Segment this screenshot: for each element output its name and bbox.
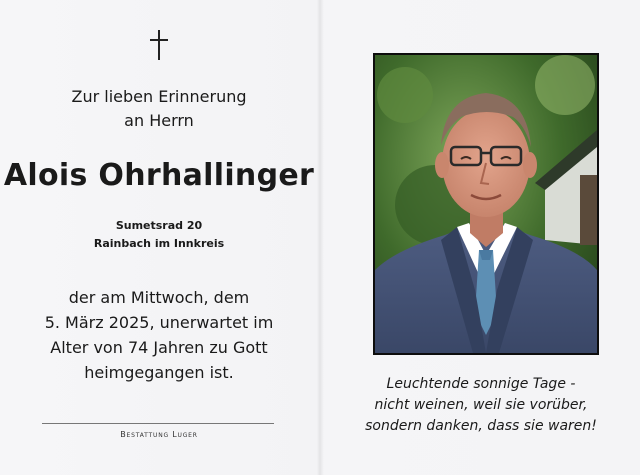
undertaker-label: Bestattung Luger bbox=[120, 430, 198, 439]
memorial-quote bbox=[322, 374, 640, 437]
portrait-illustration bbox=[375, 55, 597, 353]
notice-line: heimgegangen ist. bbox=[84, 363, 234, 382]
quote-line: sondern danken, dass sie waren! bbox=[365, 418, 597, 434]
intro-text bbox=[0, 85, 318, 133]
address bbox=[0, 217, 318, 253]
notice-line: 5. März 2025, unerwartet im bbox=[44, 313, 274, 332]
intro-line: Zur lieben Erinnerung bbox=[71, 87, 247, 106]
address-town: Rainbach im Innkreis bbox=[93, 237, 225, 250]
quote-line: Leuchtende sonnige Tage - bbox=[386, 376, 576, 392]
notice-line: der am Mittwoch, dem bbox=[68, 288, 250, 307]
quote-line: nicht weinen, weil sie vorüber, bbox=[374, 397, 588, 413]
undertaker-name bbox=[0, 430, 318, 439]
address-street: Sumetsrad 20 bbox=[115, 219, 203, 232]
intro-line: an Herrn bbox=[124, 111, 194, 130]
left-page bbox=[0, 0, 318, 475]
right-page bbox=[322, 0, 640, 475]
cross-icon bbox=[150, 30, 168, 60]
deceased-name: Alois Ohrhallinger bbox=[3, 158, 315, 193]
portrait-photo bbox=[373, 53, 599, 355]
divider bbox=[42, 423, 274, 424]
notice-line: Alter von 74 Jahren zu Gott bbox=[50, 338, 268, 357]
death-notice-text bbox=[0, 285, 318, 385]
